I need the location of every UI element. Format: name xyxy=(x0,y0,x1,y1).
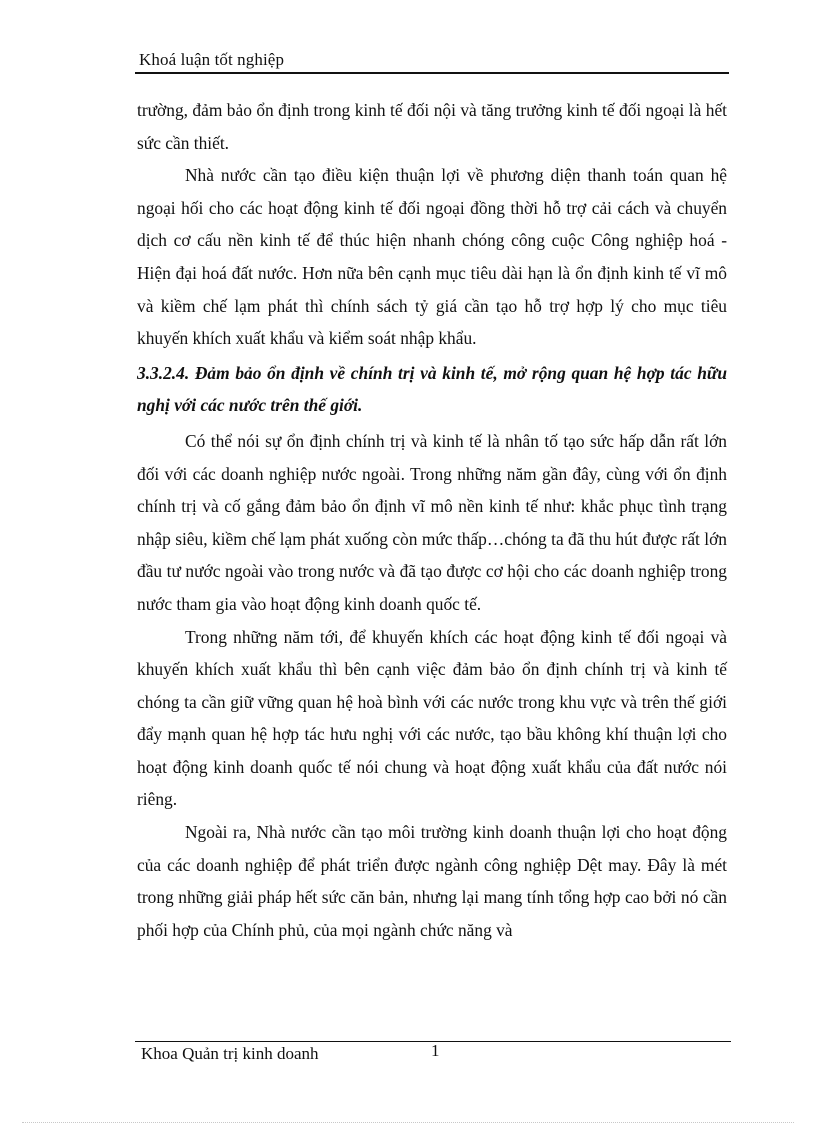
paragraph-exchange-policy: Nhà nước cần tạo điều kiện thuận lợi về phương diện thanh toán quan hệ ngoại hối cho các hoạt động kinh tế đối ngoại đồng thời hỗ trợ cải cách và chuyển dịch cơ cấu nền kinh tế để thúc hiện nhanh chóng công cuộc Công nghiệp hoá - Hiện đại hoá đất nước. Hơn nữa bên cạnh mục tiêu dài hạn là ổn định kinh tế vĩ mô và kiềm chế lạm phát thì chính sách tỷ giá cần tạo hỗ trợ hợp lý cho mục tiêu khuyến khích xuất khẩu và kiểm soát nhập khẩu. xyxy=(137,165,727,349)
section-heading: 3.3.2.4. Đảm bảo ổn định về chính trị và kinh tế, mở rộng quan hệ hợp tác hữu nghị với các nước trên thế giới. xyxy=(137,362,727,416)
paragraph-stability: Có thể nói sự ổn định chính trị và kinh tế là nhân tố tạo sức hấp dẫn rất lớn đối với các doanh nghiệp nước ngoài. Trong những năm gần đây, cùng với ổn định chính trị và cố gắng đảm bảo ổn định vĩ mô nền kinh tế như: khắc phục tình trạng nhập siêu, kiềm chế lạm phát xuống còn mức thấp…chóng ta đã thu hút được rất lớn đầu tư nước ngoài vào trong nước và đã tạo được cơ hội cho các doanh nghiệp trong nước tham gia vào hoạt động kinh doanh quốc tế. xyxy=(137,430,727,614)
header-rule xyxy=(135,72,729,74)
footer-label: Khoa Quản trị kinh doanh xyxy=(141,1044,319,1063)
body-text xyxy=(137,94,727,946)
header-title: Khoá luận tốt nghiệp xyxy=(139,50,285,69)
paragraph-business-environment: Ngoài ra, Nhà nước cần tạo môi trường kinh doanh thuận lợi cho hoạt động của các doanh nghiệp để phát triển được ngành công nghiệp Dệt may. Đây là mét trong những giải pháp hết sức căn bản, nhưng lại mang tính tổng hợp cao bởi nó cần phối hợp của Chính phủ, của mọi ngành chức năng và xyxy=(137,822,727,940)
paragraph-continuation: trường, đảm bảo ổn định trong kinh tế đối nội và tăng trưởng kinh tế đối ngoại là hết sức cần thiết. xyxy=(137,100,727,153)
paragraph-cooperation: Trong những năm tới, để khuyến khích các hoạt động kinh tế đối ngoại và khuyến khích xuất khẩu thì bên cạnh việc đảm bảo ổn định chính trị và kinh tế chóng ta cần giữ vững quan hệ hoà bình với các nước trong khu vực và trên thế giới đẩy mạnh quan hệ hợp tác hưu nghị với các nước, tạo bầu không khí thuận lợi cho hoạt động kinh doanh quốc tế nói chung và hoạt động xuất khẩu của đất nước nói riêng. xyxy=(137,626,727,810)
page-number: 1 xyxy=(431,1041,440,1060)
